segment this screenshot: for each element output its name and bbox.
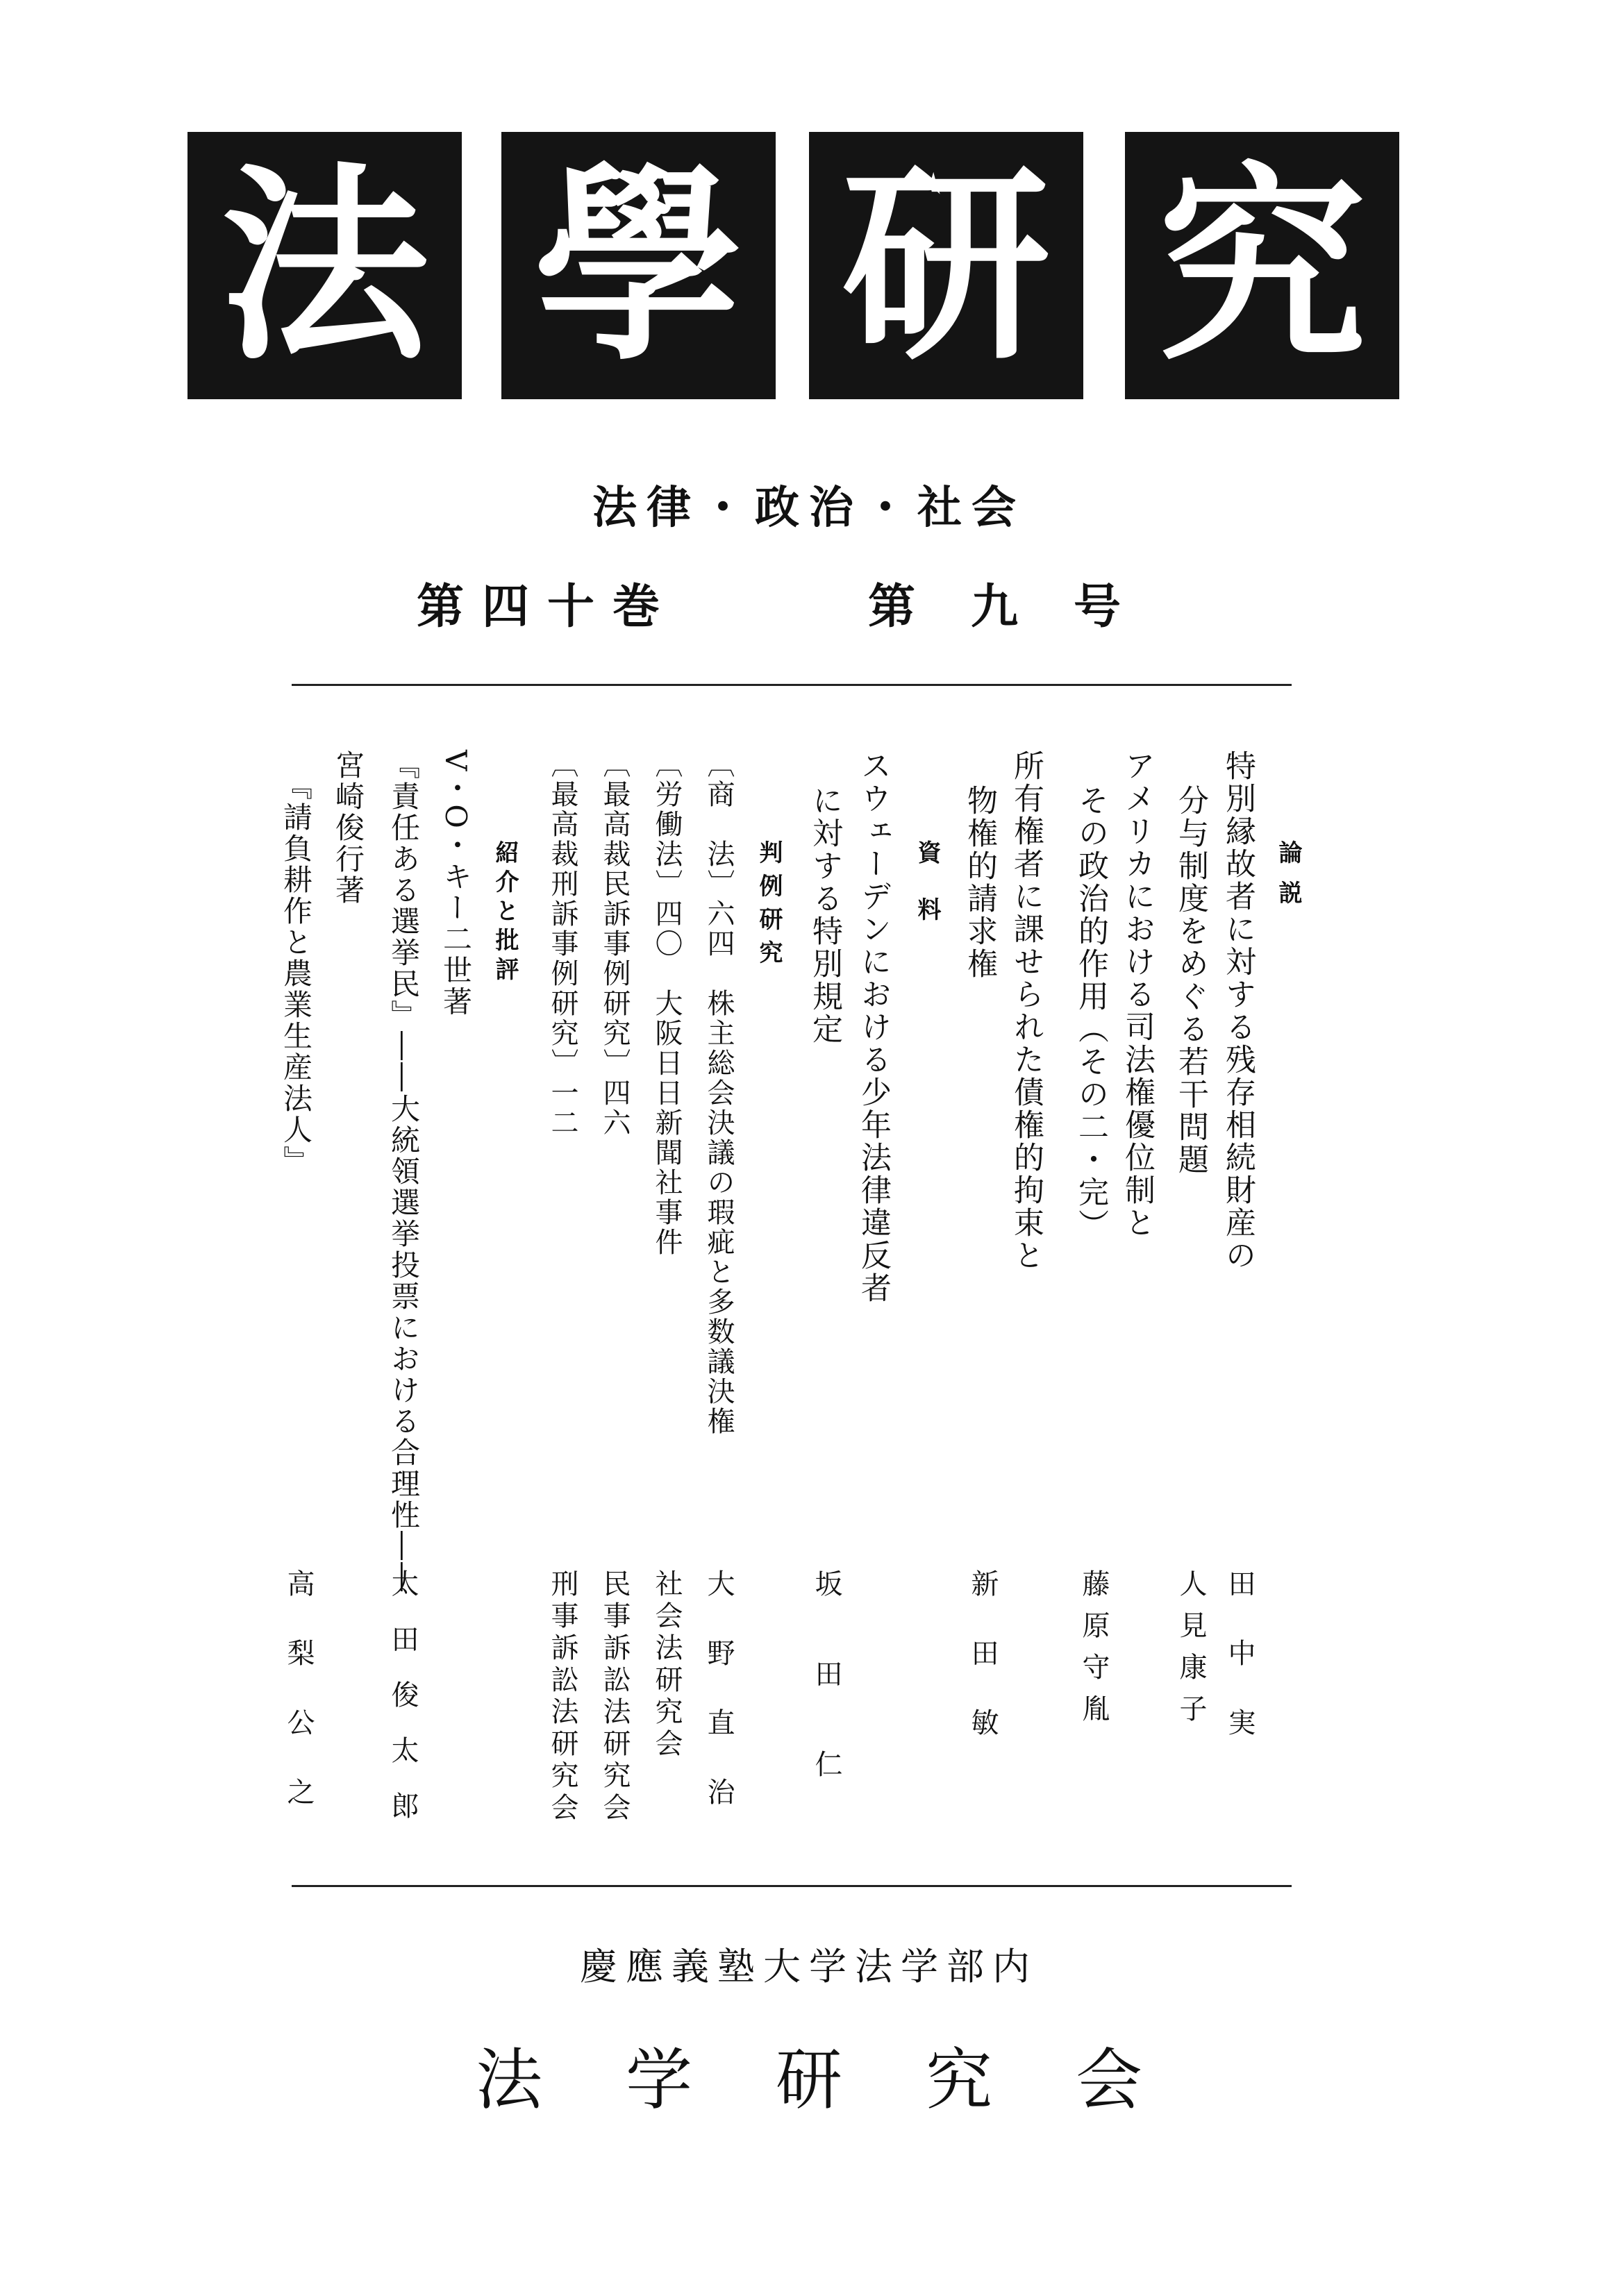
article-4-title-line1: スウェーデンにおける少年法律違反者 bbox=[856, 750, 891, 1305]
review-1-book-title: 『責任ある選挙民』――大統領選挙投票における合理性―― bbox=[387, 750, 421, 1593]
case-2-author: 社会法研究会 bbox=[651, 1569, 683, 1761]
publisher-affiliation: 慶應義塾大学法学部内 bbox=[580, 1945, 1038, 1988]
case-3: 〔最高裁民訴事例研究〕四六 bbox=[599, 750, 631, 1138]
bottom-rule bbox=[292, 1885, 1292, 1887]
review-1-book-author: V・O・キー二世著 bbox=[439, 750, 473, 1018]
article-3-title-line1: 所有権者に課せられた債権的拘束と bbox=[1008, 750, 1044, 1272]
article-3-author: 新田敏 bbox=[967, 1569, 999, 1777]
review-1-reviewer: 太田俊太郎 bbox=[387, 1569, 419, 1847]
article-1-title-line1: 特別縁故者に対する残存相続財産の bbox=[1220, 750, 1256, 1272]
case-4-author: 刑事訴訟法研究会 bbox=[547, 1569, 578, 1825]
article-4-title-line2: に対する特別規定 bbox=[807, 785, 842, 1046]
title-block-3: 研 bbox=[809, 132, 1083, 399]
subtitle: 法律・政治・社会 bbox=[592, 483, 1026, 534]
article-3-title-line2: 物権的請求権 bbox=[962, 785, 997, 980]
issue-label: 第九号 bbox=[868, 580, 1177, 635]
case-1: 〔商 法〕六四 株主総会決議の瑕疵と多数議決権 bbox=[703, 750, 735, 1436]
volume-label: 第四十巻 bbox=[417, 580, 678, 635]
review-2-book-author: 宮崎俊行著 bbox=[331, 750, 365, 906]
title-block-2: 學 bbox=[501, 132, 776, 399]
article-2-author: 藤原守胤 bbox=[1078, 1569, 1110, 1736]
publisher-name: 法学研究会 bbox=[476, 2041, 1226, 2119]
section-hanrei: 判例研究 bbox=[755, 840, 783, 973]
review-2-book-title: 『請負耕作と農業生産法人』 bbox=[279, 771, 313, 1177]
title-block-1: 法 bbox=[187, 132, 462, 399]
article-1-title-line2: 分与制度をめぐる若干問題 bbox=[1173, 785, 1208, 1176]
section-ronsetsu: 論説 bbox=[1274, 840, 1302, 921]
case-2: 〔労働法〕四〇 大阪日日新聞社事件 bbox=[651, 750, 683, 1257]
review-2-reviewer: 高梨公之 bbox=[283, 1569, 315, 1847]
section-shiryo: 資料 bbox=[913, 840, 941, 954]
title-block-4: 究 bbox=[1125, 132, 1399, 399]
article-4-author: 坂田仁 bbox=[810, 1569, 842, 1840]
case-1-author: 大野直治 bbox=[703, 1569, 735, 1847]
case-4: 〔最高裁刑訴事例研究〕一二 bbox=[547, 750, 578, 1138]
article-2-title-line1: アメリカにおける司法権優位制と bbox=[1119, 750, 1155, 1239]
case-3-author: 民事訴訟法研究会 bbox=[599, 1569, 631, 1825]
article-2-title-line2: その政治的作用（その二・完） bbox=[1073, 785, 1108, 1241]
top-rule bbox=[292, 684, 1292, 686]
article-1-author-2: 人見康子 bbox=[1175, 1569, 1207, 1736]
section-shokai: 紹介と批評 bbox=[491, 840, 519, 986]
article-1-author-1: 田中実 bbox=[1224, 1569, 1256, 1777]
